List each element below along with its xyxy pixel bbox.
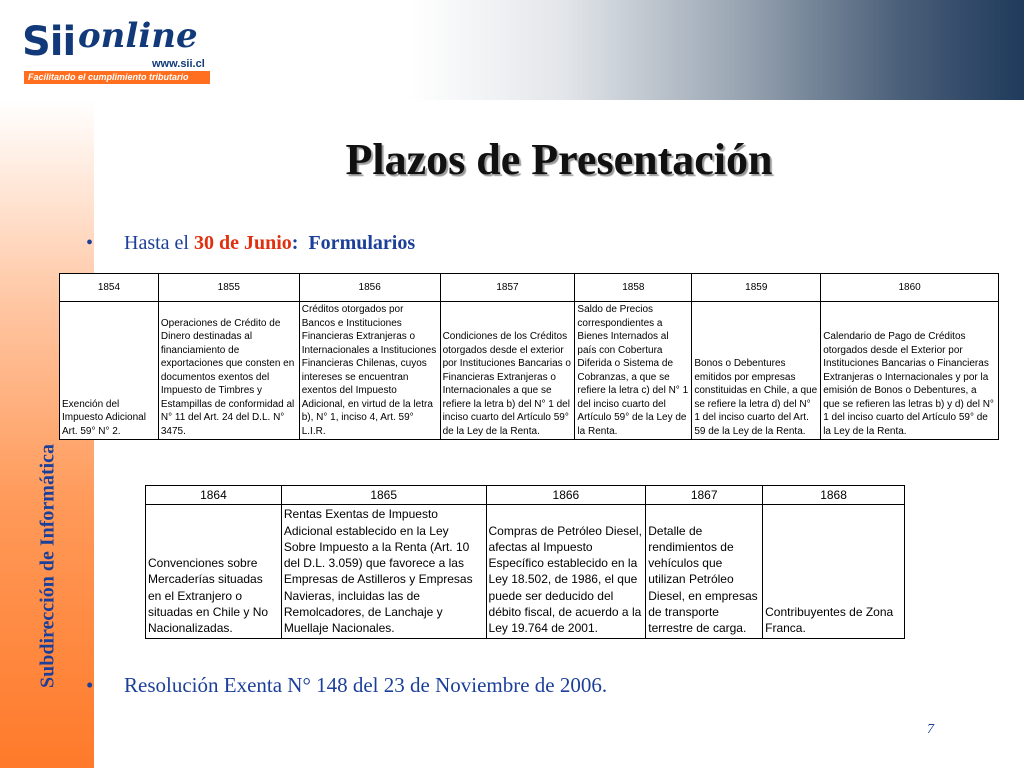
slide-title: Plazos de Presentación [345, 135, 773, 184]
form-description: Calendario de Pago de Créditos otorgados desde el Exterior por Instituciones Bancarias o Financieras Extranjeras o Internacionales y por la emisión de Bonos o Debentures, a que se refieren las letras b) y d) del N° 1 del inciso cuarto del Artículo 59° de la Ley de la Renta. [821, 302, 999, 440]
form-number: 1859 [692, 274, 821, 302]
forms-label: Formularios [308, 232, 416, 254]
form-description: Exención del Impuesto Adicional Art. 59° N° 2. [60, 302, 159, 440]
bullet-resolution [86, 673, 607, 698]
page-number: 7 [927, 722, 934, 737]
deadline-date: 30 de Junio [193, 232, 292, 254]
forms-table-2 [145, 485, 905, 639]
bullet-colon: : [291, 232, 299, 254]
side-bar-label: Subdirección de Informática [36, 443, 59, 689]
form-number: 1865 [281, 486, 486, 505]
form-description: Contribuyentes de Zona Franca. [763, 505, 905, 638]
table-row [60, 302, 999, 440]
table-header-row [60, 274, 999, 302]
form-number: 1858 [575, 274, 692, 302]
form-number: 1855 [158, 274, 299, 302]
sii-online-logo [22, 14, 212, 86]
logo-tagline: Facilitando el cumplimiento tributario [24, 71, 210, 84]
form-number: 1864 [146, 486, 282, 505]
bullet-prefix: Hasta el [124, 232, 194, 254]
forms-table-1 [59, 273, 999, 440]
form-number: 1854 [60, 274, 159, 302]
form-number: 1856 [299, 274, 440, 302]
form-description: Detalle de rendimientos de vehículos que utilizan Petróleo Diesel, en empresas de transporte terrestre de carga. [646, 505, 763, 638]
form-description: Bonos o Debentures emitidos por empresas constituidas en Chile, a que se refiere la letra d) del N° 1 del inciso cuarto del Art. 59 de la Ley de la Renta. [692, 302, 821, 440]
form-description: Convenciones sobre Mercaderías situadas en el Extranjero o situadas en Chile y No Nacionalizadas. [146, 505, 282, 638]
form-number: 1857 [440, 274, 575, 302]
form-description: Compras de Petróleo Diesel, afectas al Impuesto Específico establecido en la Ley 18.502, de 1986, el que puede ser deducido del débito fiscal, de acuerdo a la Ley 19.764 de 2001. [486, 505, 646, 638]
form-description: Créditos otorgados por Bancos e Instituciones Financieras Extranjeras o Internacionales a Instituciones Financieras Chilenas, cuyos intereses se encuentran exentos del Impuesto Adicional, en virtud de la letra b), N° 1, inciso 4, Art. 59° L.I.R. [299, 302, 440, 440]
table-row [146, 505, 905, 638]
logo-sii-text: Sii [22, 19, 76, 65]
bullet-dot: • [86, 673, 94, 697]
resolution-text: Resolución Exenta N° 148 del 23 de Noviembre de 2006. [124, 673, 608, 697]
bullet-deadline [86, 232, 415, 255]
form-number: 1868 [763, 486, 905, 505]
form-number: 1860 [821, 274, 999, 302]
form-description: Condiciones de los Créditos otorgados desde el exterior por Instituciones Bancarias o Financieras Extranjeras o Internacionales a que se refiere la letra b) del N° 1 del inciso cuarto del Artículo 59° de la Ley de la Renta. [440, 302, 575, 440]
logo-url: www.sii.cl [152, 58, 205, 70]
form-number: 1866 [486, 486, 646, 505]
form-description: Rentas Exentas de Impuesto Adicional establecido en la Ley Sobre Impuesto a la Renta (Art. 10 del D.L. 3.059) que favorece a las Empresas de Astilleros y Empresas Navieras, incluidas las de Remolcadores, de Lanchaje y Muellaje Nacionales. [281, 505, 486, 638]
table-header-row [146, 486, 905, 505]
form-number: 1867 [646, 486, 763, 505]
form-description: Operaciones de Crédito de Dinero destinadas al financiamiento de exportaciones que consten en documentos exentos del Impuesto de Timbres y Estampillas de conformidad al N° 11 del Art. 24 del D.L. N° 3475. [158, 302, 299, 440]
bullet-dot: • [86, 232, 94, 254]
form-description: Saldo de Precios correspondientes a Bienes Internados al país con Cobertura Diferida o Sistema de Cobranzas, a que se refiere la letra c) del N° 1 del inciso cuarto del Artículo 59° de la Ley de la Renta. [575, 302, 692, 440]
logo-online-text: online [78, 16, 198, 56]
